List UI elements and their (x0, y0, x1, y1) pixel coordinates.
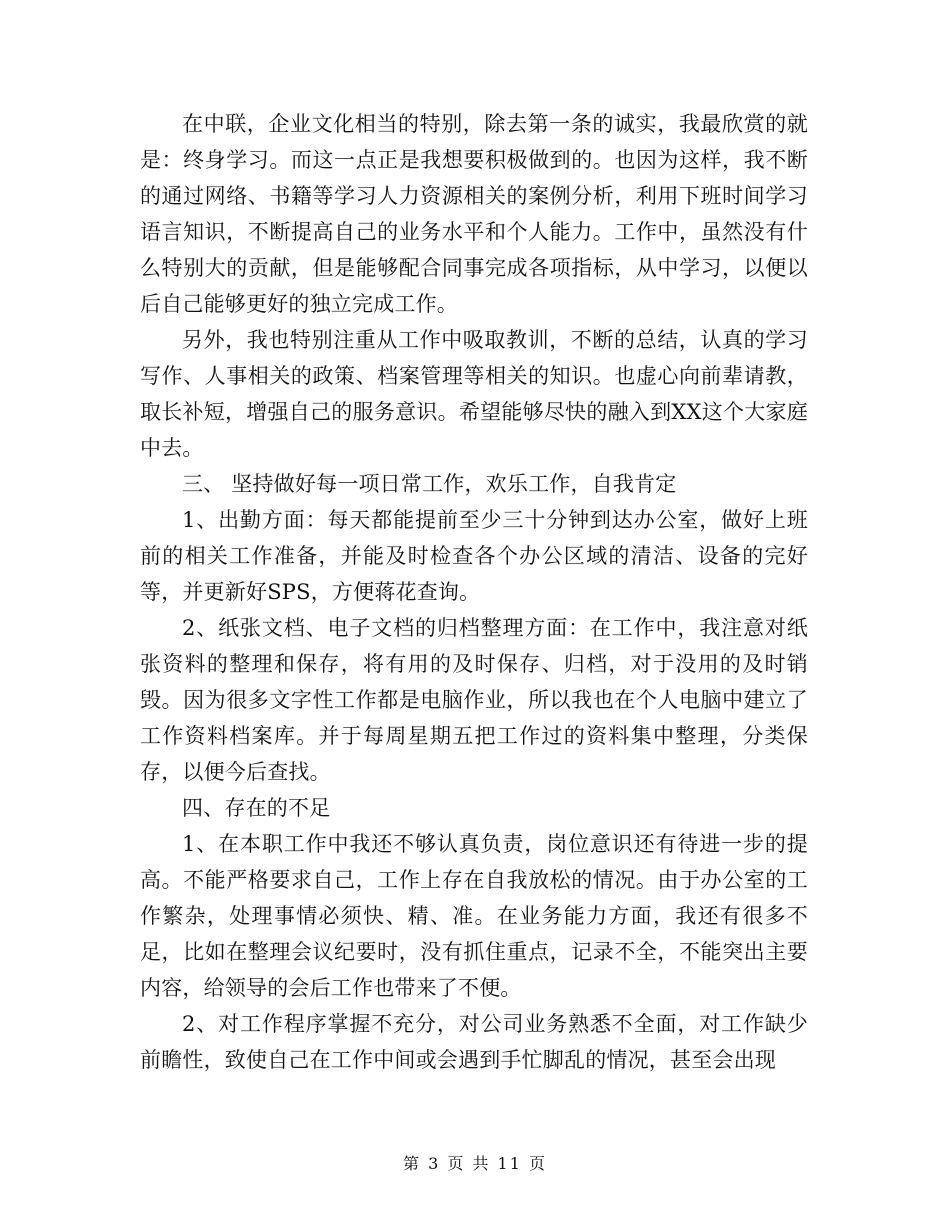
document-body (140, 106, 808, 1078)
paragraph-archiving: 2、纸张文档、电子文档的归档整理方面：在工作中，我注意对纸张资料的整理和保存，将有用的及时保存、归档，对于没用的及时销毁。因为很多文字性工作都是电脑作业，所以我也在个人电脑中建立了工作资料档案库。并于每周星期五把工作过的资料集中整理，分类保存，以便今后查找。 (140, 616, 808, 784)
paragraph-lessons-learned: 另外，我也特别注重从工作中吸取教训，不断的总结，认真的学习写作、人事相关的政策、档案管理等相关的知识。也虚心向前辈请教，取长补短，增强自己的服务意识。希望能够尽快的融入到XX这个大家庭中去。 (140, 328, 808, 460)
paragraph-shortcoming-2: 2、对工作程序掌握不充分，对公司业务熟悉不全面，对工作缺少前瞻性，致使自己在工作中间或会遇到手忙脚乱的情况，甚至会出现 (140, 1012, 808, 1072)
page-number-footer: 第 3 页 共 11 页 (403, 1154, 547, 1173)
paragraph-attendance: 1、出勤方面：每天都能提前至少三十分钟到达办公室，做好上班前的相关工作准备，并能及时检查各个办公区域的清洁、设备的完好等，并更新好SPS，方便蒋花查询。 (140, 508, 808, 604)
paragraph-shortcoming-1: 1、在本职工作中我还不够认真负责，岗位意识还有待进一步的提高。不能严格要求自己，工作上存在自我放松的情况。由于办公室的工作繁杂，处理事情必须快、精、准。在业务能力方面，我还有很多不足，比如在整理会议纪要时，没有抓住重点，记录不全，不能突出主要内容，给领导的会后工作也带来了不便。 (140, 832, 808, 1000)
section-heading-shortcomings: 四、存在的不足 (182, 796, 331, 820)
paragraph-lifelong-learning: 在中联，企业文化相当的特别，除去第一条的诚实，我最欣赏的就是：终身学习。而这一点正是我想要积极做到的。也因为这样，我不断的通过网络、书籍等学习人力资源相关的案例分析，利用下班时间学习语言知识，不断提高自己的业务水平和个人能力。工作中，虽然没有什么特别大的贡献，但是能够配合同事完成各项指标，从中学习，以便以后自己能够更好的独立完成工作。 (140, 112, 808, 316)
section-heading-daily-work: 三、 坚持做好每一项日常工作，欢乐工作，自我肯定 (182, 472, 677, 496)
